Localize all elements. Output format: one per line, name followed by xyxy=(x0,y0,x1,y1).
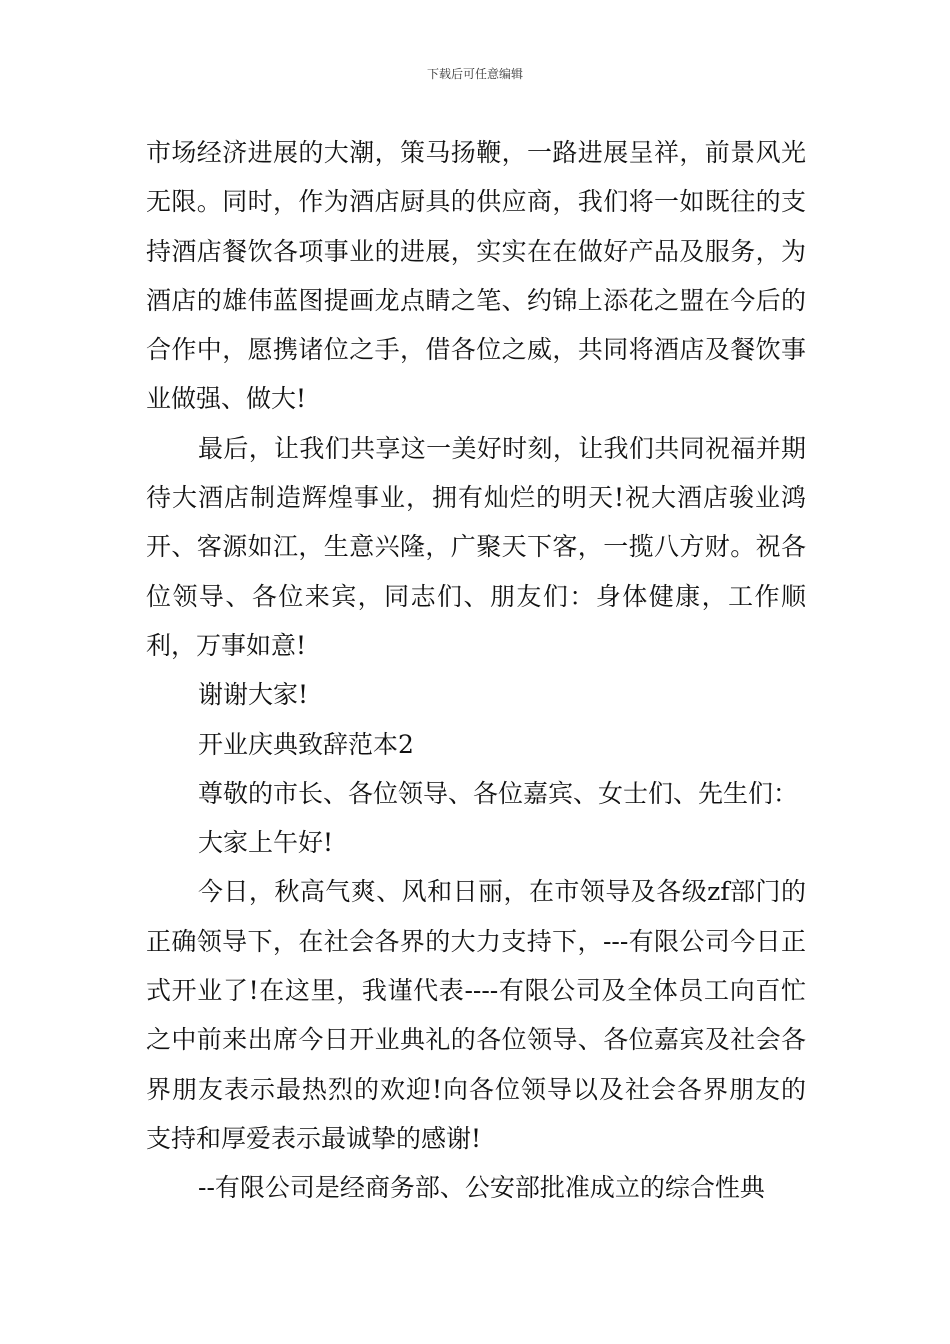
section-heading: 开业庆典致辞范本2 xyxy=(198,729,414,759)
paragraph-closing-wishes: 最后，让我们共享这一美好时刻，让我们共同祝福并期待大酒店制造辉煌事业，拥有灿烂的明天!祝大酒店骏业鸿开、客源如江，生意兴隆，广聚天下客，一揽八方财。祝各位领导、各位来宾，同志们、朋友们：身体健康，工作顺利，万事如意! xyxy=(146,433,806,660)
paragraph-company-intro: --有限公司是经商务部、公安部批准成立的综合性典 xyxy=(198,1173,765,1203)
paragraph-continuation: 市场经济进展的大潮，策马扬鞭，一路进展呈祥，前景风光无限。同时，作为酒店厨具的供应商，我们将一如既往的支持酒店餐饮各项事业的进展，实实在在做好产品及服务，为酒店的雄伟蓝图提画龙点睛之笔、约锦上添花之盟在今后的合作中，愿携诸位之手，借各位之威，共同将酒店及餐饮事业做强、做大! xyxy=(146,138,806,414)
paragraph-greeting: 大家上午好! xyxy=(198,828,334,858)
paragraph-opening: 今日，秋高气爽、风和日丽，在市领导及各级zf部门的正确领导下，在社会各界的大力支持下，---有限公司今日正式开业了!在这里，我谨代表----有限公司及全体员工向百忙之中前来出席今日开业典礼的各位领导、各位嘉宾及社会各界朋友表示最热烈的欢迎!向各位领导以及社会各界朋友的支持和厚爱表示最诚挚的感谢! xyxy=(146,877,806,1153)
paragraph-thanks: 谢谢大家! xyxy=(198,680,309,710)
page-header-note: 下载后可任意编辑 xyxy=(426,67,523,81)
paragraph-salutation: 尊敬的市长、各位领导、各位嘉宾、女士们、先生们： xyxy=(198,778,799,808)
document-body xyxy=(146,128,806,1213)
